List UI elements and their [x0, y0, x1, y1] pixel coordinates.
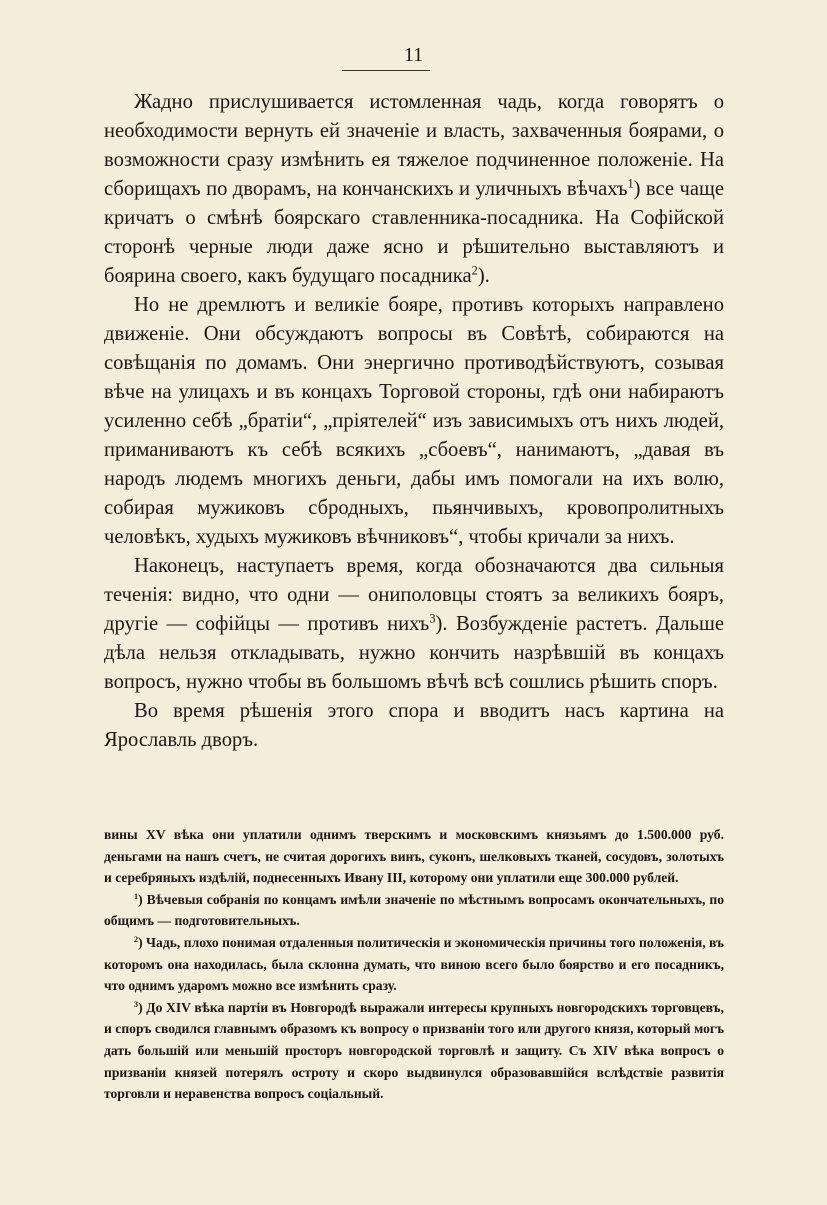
paragraph [104, 697, 724, 755]
footnote-ref[interactable]: 1 [627, 176, 634, 191]
paragraph-text: ). [477, 265, 490, 287]
footnote-ref[interactable]: 3 [429, 611, 436, 626]
footnote-continuation: вины XV вѣка они уплатили однимъ тверскимъ и московскимъ князьямъ до 1.500.000 руб. деньгами на нашъ счетъ, не считая дорогихъ винъ, суконъ, шелковыхъ тканей, сосудовъ, золотыхъ и серебряныхъ издѣлiй, поднесенныхъ Ивану III, которому они уплатили еще 300.000 рублей. [104, 827, 724, 886]
footnote [104, 997, 724, 1105]
footnote [104, 889, 724, 932]
paragraph [104, 291, 724, 552]
footnotes [104, 824, 724, 1105]
page-number: 11 [403, 44, 424, 66]
paragraph [104, 552, 724, 697]
paragraph-text: ). Возбужденiе растетъ. Дальше дѣла нельзя откладывать, нужно кончить назрѣвшiй въ концахъ вопросъ, нужно чтобы въ большомъ вѣчѣ всѣ сошлись рѣшить споръ. [104, 613, 724, 693]
paragraph-text: ) все чаще кричатъ о смѣнѣ боярскаго ставленника-посадника. На Софiйской сторонѣ черные люди даже ясно и рѣшительно выставляютъ и боярина своего, какъ будущаго посадника [104, 178, 724, 287]
footnote-mark: 3 [134, 999, 139, 1009]
header-rule [342, 70, 430, 71]
paragraph [104, 88, 724, 291]
footnote-text: ) Чадь, плохо понимая отдаленныя политическiя и экономическiя причины того положенiя, въ которомъ она находилась, была склонна думать, что виною всего было боярство и его посадникъ, что однимъ ударомъ можно все измѣнить сразу. [104, 934, 724, 994]
footnote-ref[interactable]: 2 [471, 263, 478, 278]
footnote-text: ) До XIV вѣка партiи въ Новгородѣ выражали интересы крупныхъ новгородскихъ торговцевъ, и споръ сводился главнымъ образомъ къ вопросу о призванiи того или другого князя, который могъ дать большiй или меньшiй просторъ новгородской торговлѣ и защиту. Съ XIV вѣка вопросъ о призванiи князей потерялъ остроту и скоро выдвинулся образовавшiйся вслѣдствiе развитiя торговли и неравенства вопросъ соцiальный. [104, 999, 724, 1102]
footnote-mark: 2 [134, 935, 139, 945]
paragraph-text: Во время рѣшенiя этого спора и вводитъ насъ картина на Ярославль дворъ. [104, 700, 724, 751]
paragraph-text: Жадно прислушивается истомленная чадь, когда говорятъ о необходимости вернуть ей значенiе и власть, захваченныя боярами, о возможности сразу измѣнить ея тяжелое подчиненное положенiе. На сборищахъ по дворамъ, на кончанскихъ и уличныхъ вѣчахъ [104, 91, 724, 200]
footnote [104, 932, 724, 997]
footnote-mark: 1 [134, 891, 139, 901]
paragraph-text: Но не дремлютъ и великiе бояре, противъ которыхъ направлено движенiе. Они обсуждаютъ вопросы въ Совѣтѣ, собираются на совѣщанiя по домамъ. Они энергично противодѣйствуютъ, созывая вѣче на улицахъ и въ концахъ Торговой стороны, гдѣ они набираютъ усиленно себѣ „братiи“, „прiятелей“ изъ зависимыхъ отъ нихъ людей, приманиваютъ къ себѣ всякихъ „сбоевъ“, нанимаютъ, „давая въ народъ людемъ многихъ деньги, дабы имъ помогали на ихъ волю, собирая мужиковъ сбродныхъ, пьянчивыхъ, кровопролитныхъ человѣкъ, худыхъ мужиковъ вѣчниковъ“, чтобы кричали за нихъ. [104, 294, 724, 548]
paragraph-text: Наконецъ, наступаетъ время, когда обозначаются два сильныя теченiя: видно, что одни — ониполовцы стоятъ за великихъ бояръ, другiе — софiйцы — противъ нихъ [104, 555, 724, 635]
main-text [104, 88, 724, 755]
footnote-text: ) Вѣчевыя собранiя по концамъ имѣли значенiе по мѣстнымъ вопросамъ окончательныхъ, по общимъ — подготовительныхъ. [104, 891, 724, 929]
